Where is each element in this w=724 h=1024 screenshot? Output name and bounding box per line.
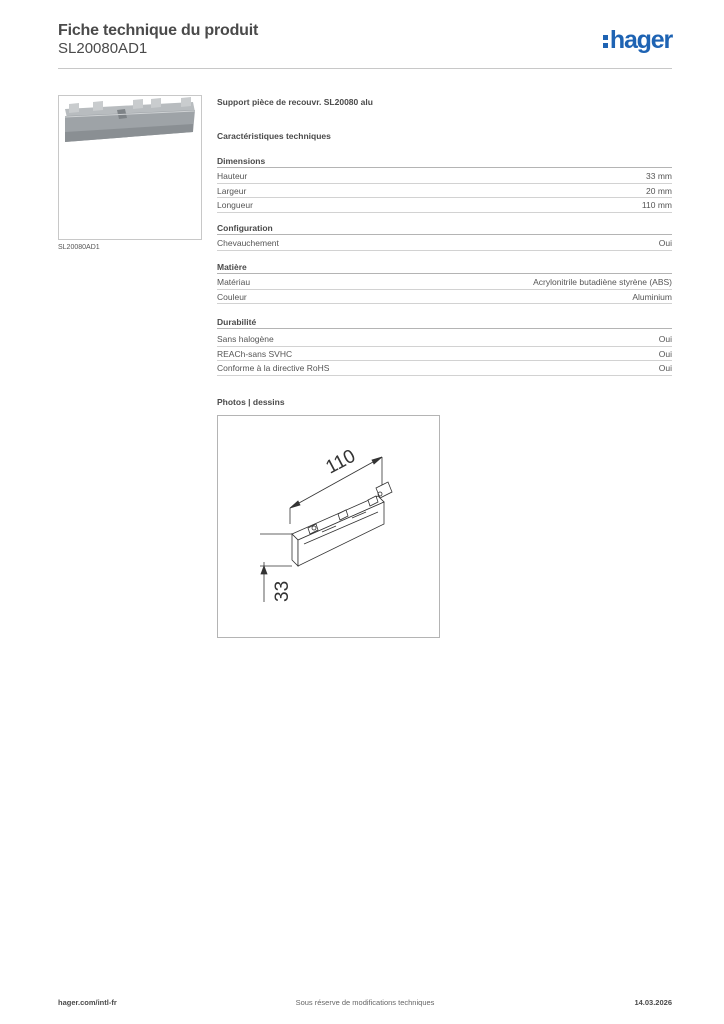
section-title-configuration: Configuration: [217, 223, 672, 235]
spec-value: 33 mm: [646, 171, 672, 181]
spec-label: Conforme à la directive RoHS: [217, 363, 330, 373]
spec-value: Oui: [658, 334, 672, 344]
spec-label: Matériau: [217, 277, 251, 287]
footer-disclaimer: Sous réserve de modifications techniques: [295, 998, 435, 1007]
spec-row: [217, 236, 672, 251]
spec-row: [217, 275, 672, 290]
spec-label: Largeur: [217, 185, 247, 196]
spec-value: Oui: [658, 348, 672, 359]
spec-value: Aluminium: [632, 291, 672, 302]
spec-value: Oui: [658, 238, 672, 248]
spec-label: Hauteur: [217, 171, 248, 181]
section-title-durability: Durabilité: [217, 317, 672, 329]
product-reference: SL20080AD1: [58, 40, 148, 57]
spec-row: [217, 332, 672, 347]
dimension-drawing: [218, 416, 439, 637]
spec-value: 20 mm: [646, 185, 672, 196]
product-description: Support pièce de recouvr. SL20080 alu: [217, 97, 373, 107]
spec-row: [217, 347, 672, 362]
height-label: 33: [272, 580, 293, 602]
length-label: 110: [322, 445, 360, 479]
spec-label: Chevauchement: [217, 238, 279, 248]
spec-row: [217, 290, 672, 305]
spec-row: [217, 198, 672, 213]
page-title: Fiche technique du produit: [58, 22, 259, 39]
photo-caption: SL20080AD1: [58, 244, 100, 251]
hager-logo: [603, 28, 672, 53]
specs-title: Caractéristiques techniques: [217, 131, 331, 141]
technical-drawing: [217, 415, 440, 638]
spec-label: Sans halogène: [217, 334, 274, 344]
footer-date: 14.03.2026: [634, 998, 672, 1007]
spec-row: [217, 361, 672, 376]
spec-value: Acrylonitrile butadiène styrène (ABS): [533, 277, 672, 287]
page-header: [58, 22, 672, 69]
footer-website-link[interactable]: hager.com/intl-fr: [58, 998, 117, 1007]
logo-colon-icon: [603, 33, 609, 49]
product-photo: [58, 95, 202, 240]
spec-label: REACh-sans SVHC: [217, 348, 293, 359]
spec-value: 110 mm: [641, 200, 672, 210]
spec-label: Longueur: [217, 200, 253, 210]
spec-value: Oui: [658, 363, 672, 373]
section-title-material: Matière: [217, 262, 672, 274]
section-title-dimensions: Dimensions: [217, 156, 672, 168]
spec-label: Couleur: [217, 291, 247, 302]
spec-row: [217, 184, 672, 199]
product-photo-image: [59, 96, 201, 239]
spec-row: [217, 169, 672, 184]
logo-text: hager: [609, 26, 672, 54]
photos-title: Photos | dessins: [217, 397, 285, 407]
